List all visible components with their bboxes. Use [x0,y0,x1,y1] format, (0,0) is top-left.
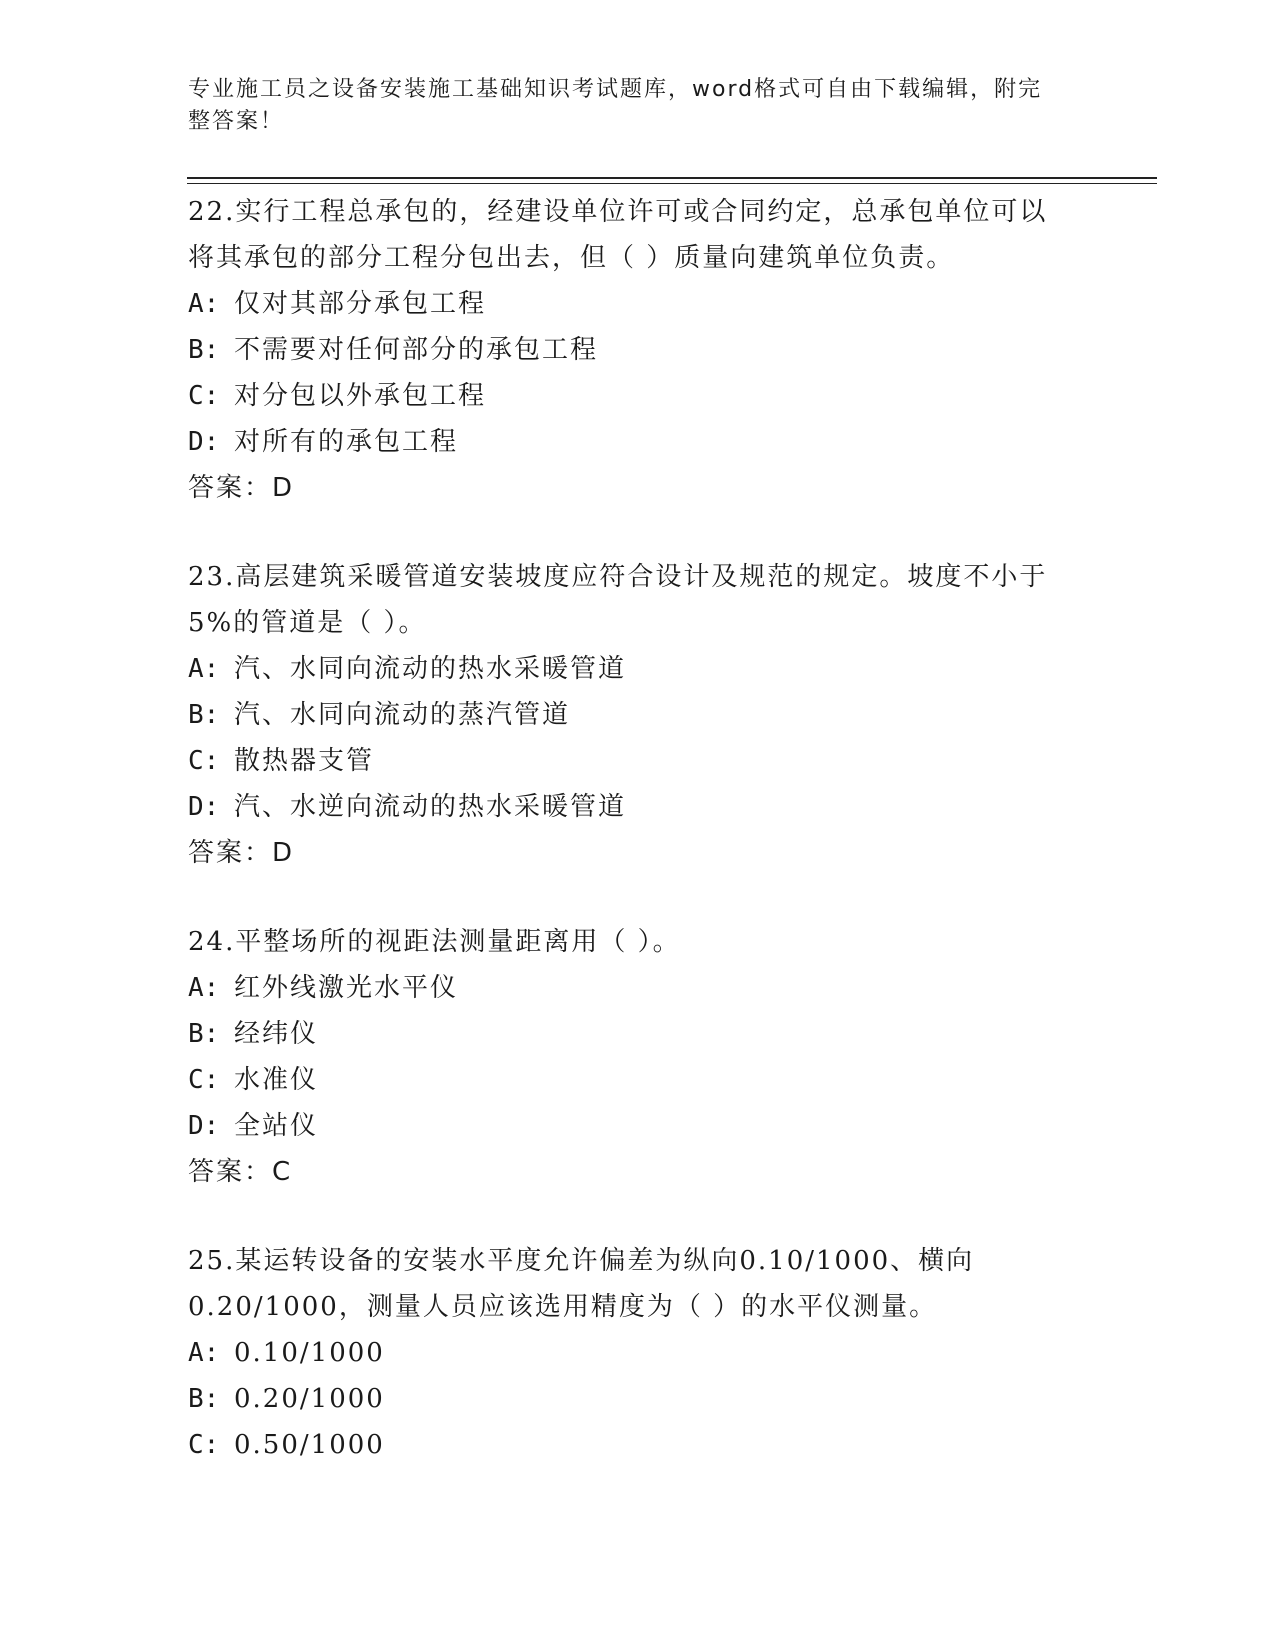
option-text: 散热器支管 [234,746,375,776]
option-label: B: [188,1384,220,1414]
option-text: 0.50/1000 [234,1430,385,1460]
option-d [188,419,1088,465]
question-stem [188,189,1088,281]
option-c [188,1057,1088,1103]
option-text: 经纬仪 [234,1019,319,1049]
option-text: 水准仪 [234,1065,319,1095]
option-label: D: [188,1111,220,1141]
question-list [188,189,1088,1511]
option-a [188,646,1088,692]
option-b [188,1011,1088,1057]
option-text: 汽、水同向流动的蒸汽管道 [234,700,571,730]
option-label: A: [188,654,220,684]
option-a [188,965,1088,1011]
option-c [188,738,1088,784]
option-d [188,1103,1088,1149]
option-c [188,373,1088,419]
question-23 [188,554,1088,876]
option-label: C: [188,1430,220,1460]
option-label: B: [188,700,220,730]
question-stem [188,919,1088,965]
question-stem [188,554,1088,646]
option-label: D: [188,427,220,457]
question-24 [188,919,1088,1195]
option-label: B: [188,335,220,365]
option-text: 对分包以外承包工程 [234,381,487,411]
option-label: C: [188,746,220,776]
option-b [188,327,1088,373]
option-a [188,1330,1088,1376]
header-line-2: 整答案！ [188,109,285,134]
option-label: C: [188,381,220,411]
stem-line: 25.某运转设备的安装水平度允许偏差为纵向0.10/1000、横向 [188,1246,975,1276]
document-header [188,74,1088,138]
option-b [188,1376,1088,1422]
option-text: 全站仪 [234,1111,319,1141]
option-label: A: [188,973,220,1003]
option-label: A: [188,1338,220,1368]
header-line-1: 专业施工员之设备安装施工基础知识考试题库，word格式可自由下载编辑，附完 [188,77,1043,102]
option-text: 对所有的承包工程 [234,427,459,457]
option-text: 不需要对任何部分的承包工程 [234,335,599,365]
option-c [188,1422,1088,1468]
header-divider-thin [187,183,1157,184]
stem-line: 0.20/1000，测量人员应该选用精度为（ ）的水平仪测量。 [188,1292,938,1322]
stem-line: 5%的管道是（ ）。 [188,608,427,638]
stem-line: 23.高层建筑采暖管道安装坡度应符合设计及规范的规定。坡度不小于 [188,562,1048,592]
option-text: 汽、水同向流动的热水采暖管道 [234,654,627,684]
option-d [188,784,1088,830]
question-stem [188,1238,1088,1330]
option-text: 0.20/1000 [234,1384,385,1414]
option-text: 0.10/1000 [234,1338,385,1368]
option-text: 红外线激光水平仪 [234,973,459,1003]
answer: 答案：C [188,1157,293,1187]
stem-line: 22.实行工程总承包的，经建设单位许可或合同约定，总承包单位可以 [188,197,1048,227]
option-text: 仅对其部分承包工程 [234,289,487,319]
option-label: A: [188,289,220,319]
option-text: 汽、水逆向流动的热水采暖管道 [234,792,627,822]
answer: 答案：D [188,838,295,868]
stem-line: 将其承包的部分工程分包出去，但（ ）质量向建筑单位负责。 [188,243,955,273]
answer: 答案：D [188,473,295,503]
question-25 [188,1238,1088,1468]
option-label: C: [188,1065,220,1095]
stem-line: 24.平整场所的视距法测量距离用（ ）。 [188,927,681,957]
option-b [188,692,1088,738]
option-label: D: [188,792,220,822]
option-label: B: [188,1019,220,1049]
option-a [188,281,1088,327]
header-divider-thick [187,177,1157,179]
question-22 [188,189,1088,511]
